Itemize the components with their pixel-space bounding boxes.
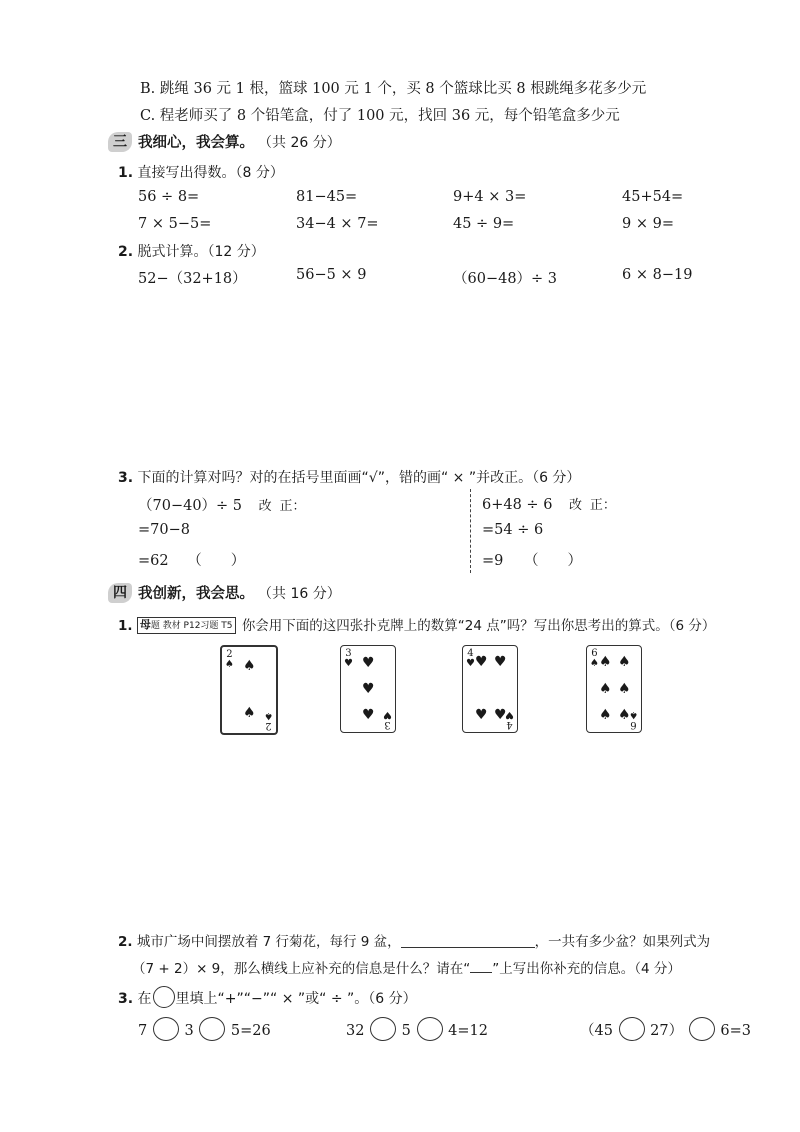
section-4-score: （共 16 分）	[258, 585, 341, 602]
card-rank: 6	[630, 719, 637, 730]
operand-result: 6=3	[720, 1023, 751, 1039]
s4-q2-line2	[132, 957, 681, 977]
heart-icon: ♥	[362, 655, 375, 671]
s3-q3-right-expression: 6+48 ÷ 6	[482, 497, 553, 513]
s3-q1-item: 7 × 5−5=	[138, 216, 212, 232]
s3-q3-left-answer-paren[interactable]: （ ）	[187, 553, 246, 569]
s4-q1-text: 你会用下面的这四张扑克牌上的数算“24 点”吗？写出你思考出的算式。（6 分）	[241, 618, 716, 634]
section-3-title: 我细心，我会算。	[138, 135, 254, 151]
s3-q3-left-result: =62	[138, 553, 169, 569]
s3-q3-left-line1	[138, 494, 305, 515]
s3-q1-item: 45 ÷ 9=	[453, 216, 515, 232]
s3-q3-left-line2: =70−8	[138, 522, 190, 538]
s4-q2-number: 2.	[118, 934, 133, 950]
s4-q3-text-a: 在	[137, 991, 152, 1007]
operator-circle[interactable]	[153, 1017, 179, 1041]
spade-icon: ♠	[243, 705, 256, 721]
s3-q1-item: 45+54=	[622, 189, 684, 205]
playing-card	[340, 645, 396, 733]
heart-icon: ♥	[475, 707, 488, 723]
spade-icon: ♠	[225, 659, 234, 670]
operator-circle[interactable]	[417, 1017, 443, 1041]
spade-icon: ♠	[618, 654, 631, 670]
option-c: C. 程老师买了 8 个铅笔盒，付了 100 元，找回 36 元，每个铅笔盒多少元	[140, 108, 620, 124]
spade-icon: ♠	[599, 707, 612, 723]
spade-icon: ♠	[243, 658, 256, 674]
operand-result: 5=26	[230, 1023, 271, 1039]
spade-icon: ♠	[599, 681, 612, 697]
s3-q2-number: 2.	[118, 244, 134, 260]
spade-icon: ♠	[599, 654, 612, 670]
heart-icon: ♥	[383, 709, 392, 720]
operand: 27）	[650, 1023, 684, 1039]
playing-card	[220, 645, 278, 735]
spade-icon: ♠	[618, 707, 631, 723]
s3-q2-item: 56−5 × 9	[296, 267, 367, 283]
s3-q3-right-fix-label: 改 正：	[569, 498, 616, 513]
playing-card	[462, 645, 518, 733]
s4-q2-text-d: ”上写出你补充的信息。（4 分）	[492, 961, 681, 977]
s3-q2-item: 6 × 8−19	[622, 267, 693, 283]
s3-q3-prompt	[118, 467, 580, 487]
s3-q2-prompt	[118, 241, 265, 261]
circle-blank-icon	[153, 986, 175, 1008]
heart-icon: ♥	[466, 658, 475, 669]
section-4-header	[108, 582, 341, 603]
playing-card	[586, 645, 642, 733]
s4-q3-number: 3.	[118, 991, 134, 1007]
s4-q1-number: 1.	[118, 618, 133, 634]
answer-blank-line[interactable]	[401, 932, 535, 948]
card-rank: 6	[591, 648, 598, 659]
section-3-score: （共 26 分）	[258, 134, 341, 151]
s3-q3-number: 3.	[118, 470, 134, 486]
column-divider	[470, 489, 471, 573]
tag-text: 题 教材 P12习题 T5	[150, 621, 233, 631]
section-3-badge: 三	[108, 132, 132, 152]
operand: 5	[401, 1023, 411, 1039]
s3-q3-right-line2: =54 ÷ 6	[482, 522, 544, 538]
heart-icon: ♥	[505, 709, 514, 720]
section-4-title: 我创新，我会思。	[138, 586, 254, 602]
operator-circle[interactable]	[199, 1017, 225, 1041]
s4-q2-text-c: （7 + 2）× 9，那么横线上应补充的信息是什么？请在“	[132, 961, 471, 977]
operator-circle[interactable]	[619, 1017, 645, 1041]
s3-q1-item: 56 ÷ 8=	[138, 189, 200, 205]
operand: 32	[346, 1023, 365, 1039]
section-4-badge: 四	[108, 583, 132, 603]
s4-q1-prompt	[118, 614, 715, 634]
s3-q3-right-line3	[482, 549, 582, 570]
s3-q3-right-result: =9	[482, 553, 504, 569]
s3-q2-item: 52−（32+18）	[138, 271, 247, 287]
operand-result: 4=12	[448, 1023, 488, 1039]
s3-q1-item: 9+4 × 3=	[453, 189, 527, 205]
option-b: B. 跳绳 36 元 1 根，篮球 100 元 1 个，买 8 个篮球比买 8 根跳绳多花多少元	[140, 81, 647, 97]
s3-q3-right-line1	[482, 494, 616, 513]
operator-circle[interactable]	[370, 1017, 396, 1041]
s3-q1-item: 9 × 9=	[622, 216, 674, 232]
s4-q3-equation-3	[580, 1017, 751, 1041]
s3-q1-prompt	[118, 162, 284, 182]
s3-q2-text: 脱式计算。（12 分）	[137, 244, 265, 260]
s4-q3-text-b: 里填上“+”“−”“ × ”或“ ÷ ”。（6 分）	[175, 991, 417, 1007]
heart-icon: ♥	[494, 654, 507, 670]
heart-icon: ♥	[362, 707, 375, 723]
card-rank: 4	[467, 648, 474, 659]
operand: （45	[580, 1023, 613, 1039]
s3-q3-right-answer-paren[interactable]: （ ）	[523, 553, 582, 569]
s3-q2-item: （60−48）÷ 3	[453, 271, 558, 287]
s3-q3-left-expression: （70−40）÷ 5	[138, 498, 243, 514]
s4-q2-line1	[118, 930, 710, 950]
blank-reference	[470, 960, 492, 973]
card-rank: 2	[265, 720, 272, 731]
s4-q3-prompt	[118, 986, 417, 1008]
spade-icon: ♠	[618, 681, 631, 697]
s3-q1-item: 34−4 × 7=	[296, 216, 379, 232]
s4-q3-equation-1	[138, 1017, 271, 1041]
section-3-header	[108, 131, 341, 152]
operand: 7	[138, 1023, 148, 1039]
heart-icon: ♥	[475, 654, 488, 670]
spade-icon: ♠	[264, 710, 273, 721]
s4-q3-equation-2	[346, 1017, 488, 1041]
spade-icon: ♠	[629, 709, 638, 720]
heart-icon: ♥	[344, 658, 353, 669]
spade-icon: ♠	[590, 658, 599, 669]
s4-q2-text-b: ，一共有多少盆？如果列式为	[534, 934, 711, 950]
operand: 3	[184, 1023, 194, 1039]
operator-circle[interactable]	[689, 1017, 715, 1041]
tag-mu-label: 母	[139, 618, 151, 631]
s3-q1-number: 1.	[118, 165, 134, 181]
s4-q2-text-a: 城市广场中间摆放着 7 行菊花，每行 9 盆，	[136, 934, 401, 950]
heart-icon: ♥	[494, 707, 507, 723]
s3-q3-left-fix-label: 改 正：	[258, 499, 306, 514]
card-rank: 3	[345, 648, 352, 659]
s3-q1-text: 直接写出得数。（8 分）	[137, 165, 284, 181]
s3-q3-left-line3	[138, 549, 245, 570]
heart-icon: ♥	[362, 681, 375, 697]
source-tag	[137, 617, 236, 634]
card-rank: 3	[384, 719, 391, 730]
card-rank: 2	[226, 649, 233, 660]
card-rank: 4	[506, 719, 513, 730]
s3-q1-item: 81−45=	[296, 189, 358, 205]
s3-q3-text: 下面的计算对吗？对的在括号里面画“√”，错的画“ × ”并改正。（6 分）	[137, 470, 581, 486]
